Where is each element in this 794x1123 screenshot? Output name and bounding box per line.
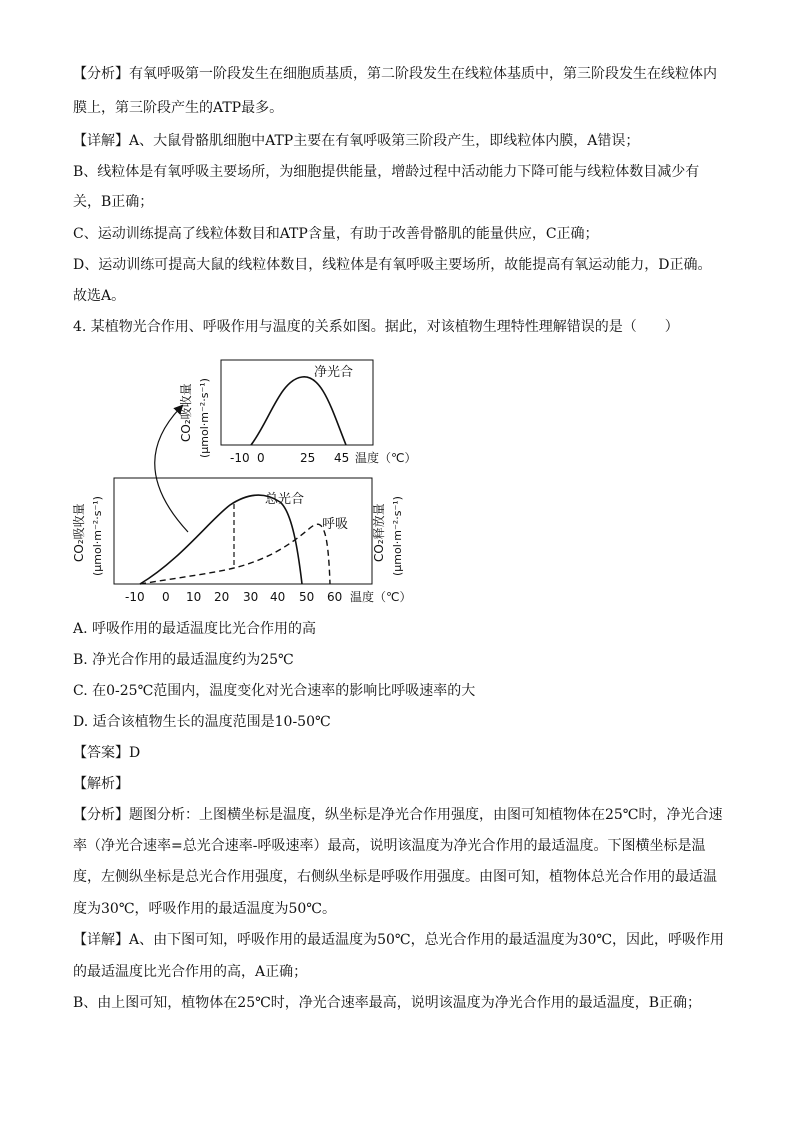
analysis-paragraph-line (73, 64, 717, 84)
bottom-right-ylabel: CO₂释放量 (372, 503, 386, 562)
detail2-text: A、由下图可知，呼吸作用的最适温度为50℃，总光合作用的最适温度为30℃，因此，呼吸作用 (129, 932, 725, 948)
top-tick-label: 25 (300, 451, 316, 465)
detail-option-b: B、线粒体是有氧呼吸主要场所，为细胞提供能量，增龄过程中活动能力下降可能与线粒体数目减少有 (73, 164, 700, 180)
bottom-left-ylabel-unit: (μmol·m⁻²·s⁻¹) (91, 496, 104, 576)
bottom-tick-label: 10 (186, 590, 202, 604)
respiration-label: 呼吸 (322, 517, 349, 532)
top-ylabel-unit: (μmol·m⁻²·s⁻¹) (198, 378, 211, 458)
answer-value: D (129, 745, 141, 761)
analysis2-text: 题图分析：上图横坐标是温度，纵坐标是净光合作用强度，由图可知植物体在25℃时，净光合速 (129, 807, 723, 823)
top-xlabel: 温度（℃） (355, 451, 417, 465)
detail-option-a: A、大鼠骨骼肌细胞中ATP主要在有氧呼吸第三阶段产生，即线粒体内膜，A错误； (129, 133, 640, 149)
explain-tag: 【解析】 (73, 776, 129, 792)
bottom-tick-label: -10 (125, 590, 145, 604)
detail-option-c: C、运动训练提高了线粒体数目和ATP含量，有助于改善骨骼肌的能量供应，C正确； (73, 226, 599, 242)
detail-option-b-cont: 关，B正确； (73, 194, 154, 210)
bottom-tick-label: 60 (327, 590, 343, 604)
top-ylabel: CO₂吸收量 (179, 383, 193, 442)
detail-paragraph-line (73, 131, 639, 151)
detail-choose: 故选A。 (73, 288, 126, 304)
analysis2-text-line: 率（净光合速率=总光合速率-呼吸速率）最高，说明该温度为净光合作用的最适温度。下图横坐标是温 (73, 838, 706, 854)
option-a: A. 呼吸作用的最适温度比光合作用的高 (73, 621, 317, 637)
top-tick-label: -10 (230, 451, 250, 465)
option-d: D. 适合该植物生长的温度范围是10-50℃ (73, 714, 331, 730)
analysis-text-line: 膜上，第三阶段产生的ATP最多。 (73, 100, 284, 116)
top-tick-label: 0 (257, 451, 265, 465)
analysis2-line (73, 805, 722, 825)
bottom-right-ylabel-unit: (μmol·m⁻²·s⁻¹) (391, 496, 404, 576)
analysis2-tag: 【分析】 (73, 807, 129, 823)
analysis-text: 有氧呼吸第一阶段发生在细胞质基质，第二阶段发生在线粒体基质中，第三阶段发生在线粒体内 (129, 66, 717, 82)
total-photosynthesis-label: 总光合 (265, 492, 305, 507)
answer-line (73, 743, 140, 763)
analysis2-text-line: 度为30℃，呼吸作用的最适温度为50℃。 (73, 901, 336, 917)
bottom-xlabel: 温度（℃） (350, 590, 412, 604)
detail2-text-line: 的最适温度比光合作用的高，A正确； (73, 964, 308, 980)
detail2-text-line: B、由上图可知，植物体在25℃时，净光合速率最高，说明该温度为净光合作用的最适温度，B正确； (73, 995, 702, 1011)
detail-tag: 【详解】 (73, 133, 129, 149)
top-tick-label: 45 (334, 451, 350, 465)
detail-option-d: D、运动训练可提高大鼠的线粒体数目，线粒体是有氧呼吸主要场所，故能提高有氧运动能力，D正确。 (73, 257, 712, 273)
question-stem: 4. 某植物光合作用、呼吸作用与温度的关系如图。据此，对该植物生理特性理解错误的是（ ） (73, 319, 679, 335)
bottom-tick-label: 40 (270, 590, 286, 604)
bottom-tick-label: 50 (299, 590, 315, 604)
detail2-tag: 【详解】 (73, 932, 129, 948)
detail2-line (73, 930, 724, 950)
net-photosynthesis-label: 净光合 (314, 365, 354, 380)
analysis2-text-line: 度，左侧纵坐标是总光合作用强度，右侧纵坐标是呼吸作用强度。由图可知，植物体总光合作用的最适温 (73, 869, 717, 885)
answer-tag: 【答案】 (73, 745, 129, 761)
bottom-tick-label: 30 (243, 590, 259, 604)
temperature-figure (70, 350, 430, 610)
option-c: C. 在0-25℃范围内，温度变化对光合速率的影响比呼吸速率的大 (73, 683, 476, 699)
analysis-tag: 【分析】 (73, 66, 129, 82)
bottom-tick-label: 0 (162, 590, 170, 604)
bottom-tick-label: 20 (214, 590, 230, 604)
net-photosynthesis-curve (251, 377, 346, 445)
bottom-left-ylabel: CO₂吸收量 (72, 503, 86, 562)
option-b: B. 净光合作用的最适温度约为25℃ (73, 652, 294, 668)
